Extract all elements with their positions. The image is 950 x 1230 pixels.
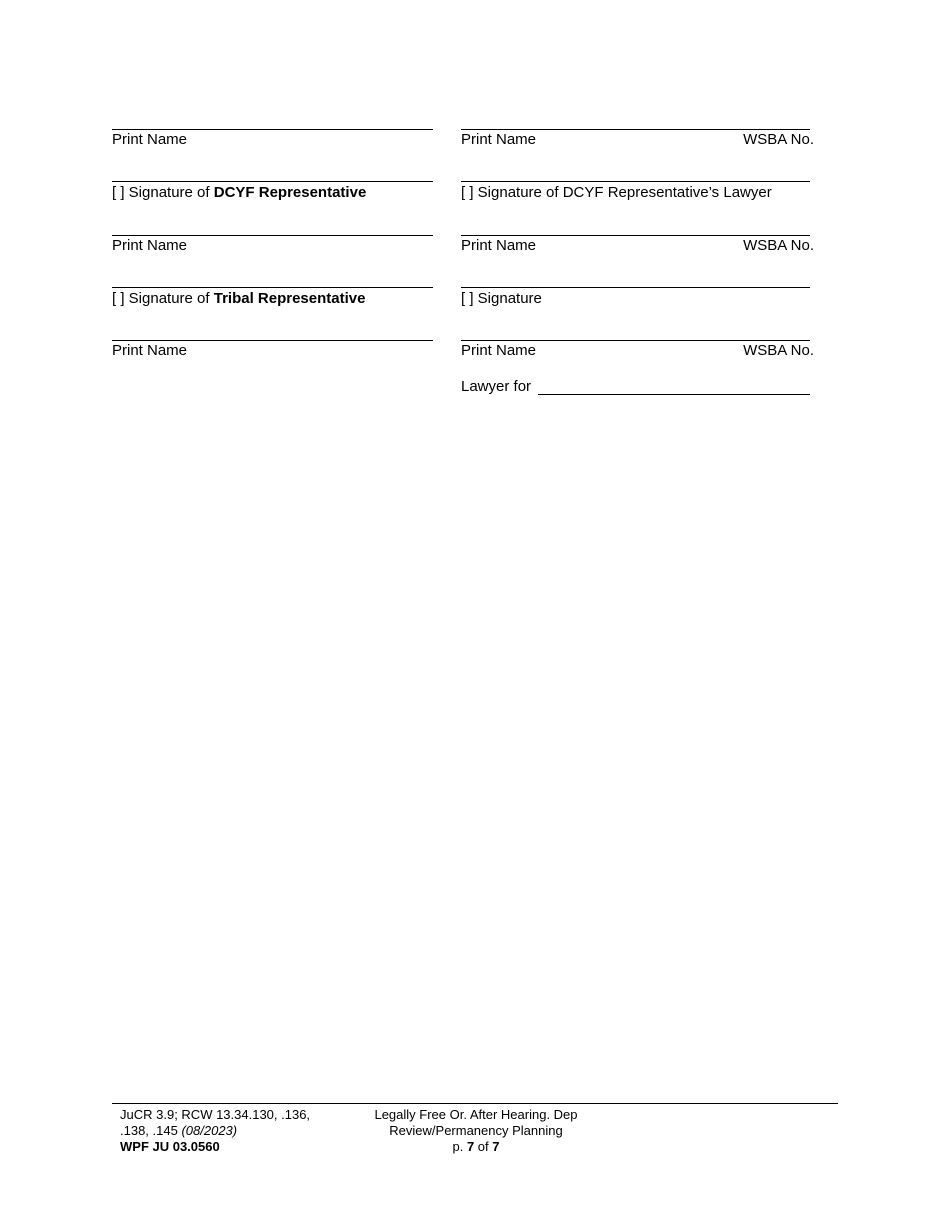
lawyer-for-label: Lawyer for bbox=[461, 378, 532, 395]
dcyf-representative-signature-label: [ ] Signature of DCYF Representative bbox=[112, 184, 367, 201]
wsba-number-label: WSBA No. bbox=[743, 131, 814, 148]
print-name-label: Print Name bbox=[112, 131, 188, 148]
signature-line[interactable] bbox=[461, 129, 810, 130]
form-title-line-2: Review/Permanency Planning bbox=[389, 1123, 563, 1138]
tribal-representative-signature-label: [ ] Signature of Tribal Representative bbox=[112, 290, 366, 307]
lawyer-for-line[interactable] bbox=[538, 394, 810, 395]
signature-line[interactable] bbox=[461, 287, 810, 288]
wsba-number-label: WSBA No. bbox=[743, 342, 814, 359]
citation-line-2: .138, .145 (08/2023) bbox=[120, 1123, 238, 1138]
print-name-label: Print Name bbox=[461, 237, 537, 254]
footer-divider bbox=[112, 1103, 838, 1104]
signature-line[interactable] bbox=[461, 235, 810, 236]
wsba-number-label: WSBA No. bbox=[743, 237, 814, 254]
signature-line[interactable] bbox=[461, 340, 810, 341]
signature-line[interactable] bbox=[112, 287, 433, 288]
citation-line-1: JuCR 3.9; RCW 13.34.130, .136, bbox=[120, 1107, 311, 1122]
footer-citation bbox=[120, 1107, 310, 1155]
signature-label: [ ] Signature bbox=[461, 290, 542, 307]
signature-line[interactable] bbox=[112, 129, 433, 130]
signature-line[interactable] bbox=[461, 181, 810, 182]
form-title-line-1: Legally Free Or. After Hearing. Dep bbox=[374, 1107, 578, 1122]
signature-line[interactable] bbox=[112, 181, 433, 182]
print-name-label: Print Name bbox=[112, 342, 188, 359]
print-name-label: Print Name bbox=[461, 342, 537, 359]
revision-date: (08/2023) bbox=[181, 1123, 238, 1138]
print-name-label: Print Name bbox=[112, 237, 188, 254]
signature-line[interactable] bbox=[112, 235, 433, 236]
page-number: p. 7 of 7 bbox=[452, 1139, 500, 1154]
dcyf-lawyer-signature-label: [ ] Signature of DCYF Representative’s Lawyer bbox=[461, 184, 772, 201]
signature-line[interactable] bbox=[112, 340, 433, 341]
form-number: WPF JU 03.0560 bbox=[120, 1139, 220, 1154]
footer-form-title bbox=[346, 1107, 606, 1155]
print-name-label: Print Name bbox=[461, 131, 537, 148]
